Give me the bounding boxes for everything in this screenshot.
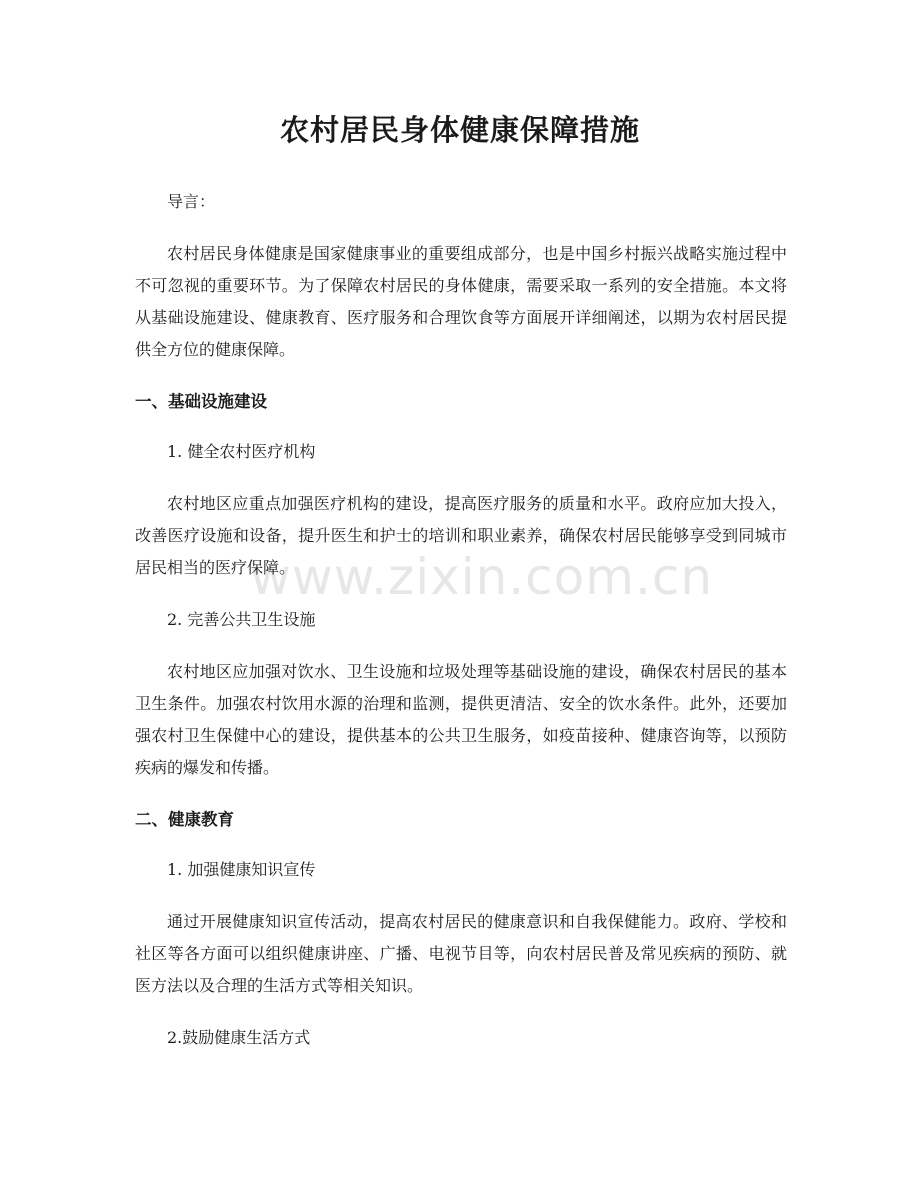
- section-heading-health-education: 二、健康教育: [135, 810, 234, 829]
- watermark: www.zixin.com.cn: [250, 548, 714, 606]
- document-body: [135, 186, 787, 1074]
- intro-label: 导言：: [167, 192, 216, 211]
- paragraph-health-knowledge: 通过开展健康知识宣传活动，提高农村居民的健康意识和自我保健能力。政府、学校和社区等各方面可以组织健康讲座、广播、电视节目等，向农村居民普及常见疾病的预防、就医方法以及合理的生活方式等相关知识。: [135, 912, 787, 995]
- intro-paragraph: 农村居民身体健康是国家健康事业的重要组成部分，也是中国乡村振兴战略实施过程中不可忽视的重要环节。为了保障农村居民的身体健康，需要采取一系列的安全措施。本文将从基础设施建设、健康教育、医疗服务和合理饮食等方面展开详细阐述，以期为农村居民提供全方位的健康保障。: [135, 244, 787, 359]
- subheading-healthy-lifestyle: 2.鼓励健康生活方式: [167, 1028, 311, 1047]
- document-title: 农村居民身体健康保障措施: [279, 113, 640, 147]
- subheading-health-knowledge: 1. 加强健康知识宣传: [167, 860, 316, 879]
- section-heading-infrastructure: 一、基础设施建设: [135, 392, 267, 411]
- paragraph-public-health: 农村地区应加强对饮水、卫生设施和垃圾处理等基础设施的建设，确保农村居民的基本卫生条件。加强农村饮用水源的治理和监测，提供更清洁、安全的饮水条件。此外，还要加强农村卫生保健中心的建设，提供基本的公共卫生服务，如疫苗接种、健康咨询等，以预防疾病的爆发和传播。: [135, 662, 787, 777]
- paragraph-medical-institutions: 农村地区应重点加强医疗机构的建设，提高医疗服务的质量和水平。政府应加大投入，改善医疗设施和设备，提升医生和护士的培训和职业素养，确保农村居民能够享受到同城市居民相当的医疗保障。: [135, 494, 787, 577]
- subheading-public-health: 2. 完善公共卫生设施: [167, 610, 316, 629]
- subheading-medical-institutions: 1. 健全农村医疗机构: [167, 442, 316, 461]
